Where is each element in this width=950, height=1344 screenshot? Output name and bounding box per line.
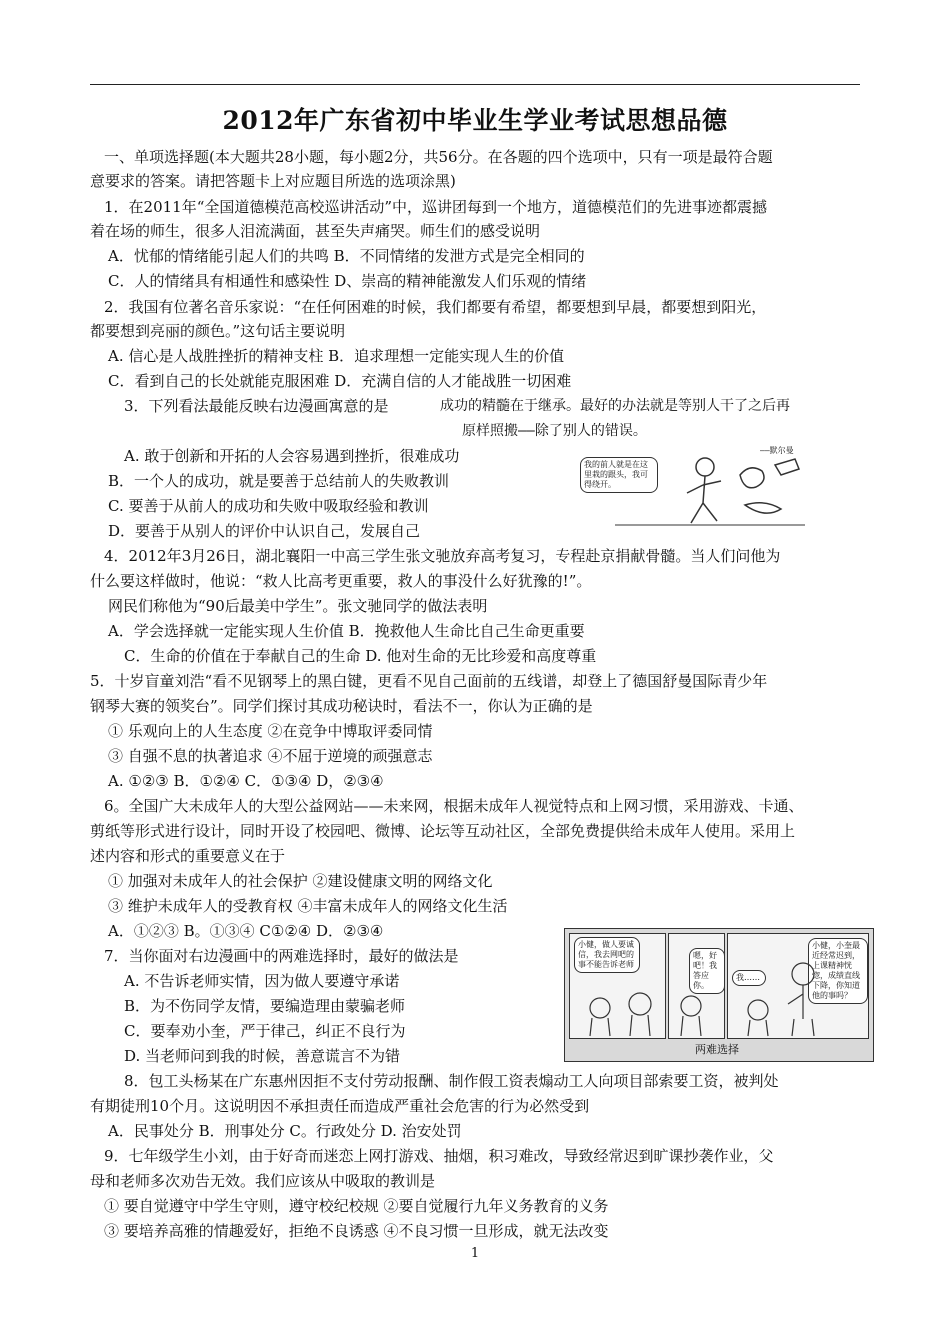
- question-7-option-a: A. 不告诉老师实情，因为做人要遵守承诺: [124, 972, 400, 990]
- comic-speech-bubble: 嗯，好吧！我答应你。: [689, 948, 725, 994]
- question-4-stem: 什么要这样做时，他说：“救人比高考更重要，救人的事没什么好犹豫的!”。: [90, 572, 592, 590]
- question-4-options: C．生命的价值在于奉献自己的生命 D. 他对生命的无比珍爱和高度尊重: [124, 647, 597, 665]
- question-4-stem: 网民们称他为“90后最美中学生”。张文驰同学的做法表明: [108, 597, 488, 615]
- question-5-items: ① 乐观向上的人生态度 ②在竞争中博取评委同情: [108, 722, 433, 740]
- question-7-comic: [564, 928, 874, 1062]
- question-2-stem: 都要想到亮丽的颜色。”这句话主要说明: [90, 322, 346, 340]
- question-3-option-d: D．要善于从别人的评价中认识自己，发展自己: [108, 522, 421, 540]
- intro-line: 意要求的答案。请把答题卡上对应题目所选的选项涂黑): [90, 172, 456, 190]
- question-9-items: ③ 要培养高雅的情趣爱好，拒绝不良诱惑 ④不良习惯一旦形成，就无法改变: [104, 1222, 609, 1240]
- question-3-option-c: C. 要善于从前人的成功和失败中吸取经验和教训: [108, 497, 429, 515]
- question-7-stem: 7．当你面对右边漫画中的两难选择时，最好的做法是: [104, 947, 459, 965]
- question-5-options: A. ①②③ B．①②④ C．①③④ D，②③④: [108, 772, 384, 790]
- question-4-stem: 4．2012年3月26日，湖北襄阳一中高三学生张文驰放弃高考复习，专程赴京捐献骨髓。当人们问他为: [104, 547, 781, 565]
- question-2-options: A. 信心是人战胜挫折的精神支柱 B．追求理想一定能实现人生的价值: [108, 347, 565, 365]
- question-6-stem: 剪纸等形式进行设计，同时开设了校园吧、微博、论坛等互动社区，全部免费提供给未成年人使用。采用上: [90, 822, 796, 840]
- comic-students-figure: [570, 934, 665, 1038]
- question-6-items: ① 加强对未成年人的社会保护 ②建设健康文明的网络文化: [108, 872, 493, 890]
- question-6-items: ③ 维护未成年人的受教育权 ④丰富未成年人的网络文化生活: [108, 897, 508, 915]
- question-2-stem: 2．我国有位著名音乐家说：“在任何困难的时候，我们都要有希望，都要想到早晨，都要想到阳光，: [104, 298, 767, 316]
- question-3-stem: 3．下列看法最能反映右边漫画寓意的是: [124, 397, 389, 415]
- question-2-options: C．看到自己的长处就能克服困难 D．充满自信的人才能战胜一切困难: [108, 372, 572, 390]
- comic-speech-bubble: 我的前人就是在这里栽的跟头，我可得绕开。: [580, 457, 658, 493]
- question-5-stem: 钢琴大赛的领奖台”。同学们探讨其成功秘诀时，看法不一，你认为正确的是: [90, 697, 593, 715]
- question-7-option-c: C．要奉劝小奎，严于律己，纠正不良行为: [124, 1022, 406, 1040]
- question-1-stem: 着在场的师生，很多人泪流满面，甚至失声痛哭。师生们的感受说明: [90, 222, 541, 240]
- comic-caption: 两难选择: [695, 1043, 739, 1056]
- question-3-option-b: B．一个人的成功，就是要善于总结前人的失败教训: [108, 472, 450, 490]
- question-4-options: A．学会选择就一定能实现人生价值 B．挽救他人生命比自己生命更重要: [108, 622, 585, 640]
- question-6-options: A．①②③ B。①③④ C①②④ D．②③④: [108, 922, 384, 940]
- comic-student-figure: [669, 934, 724, 1038]
- question-7-option-d: D. 当老师问到我的时候，善意谎言不为错: [124, 1047, 401, 1065]
- page-title: 2012年广东省初中毕业生学业考试思想品德: [222, 106, 728, 135]
- comic-panel-3: [727, 933, 869, 1039]
- question-8-stem: 有期徒刑10个月。这说明因不承担责任而造成严重社会危害的行为必然受到: [90, 1097, 590, 1115]
- question-3-option-a: A. 敢于创新和开拓的人会容易遇到挫折，很难成功: [124, 447, 460, 465]
- header-rule: [90, 84, 860, 85]
- question-1-options: C．人的情绪具有相通性和感染性 D、崇高的精神能激发人们乐观的情绪: [108, 272, 587, 290]
- question-3-quote: 原样照搬——除了别人的错误。: [462, 423, 647, 439]
- comic-author: ——默尔曼: [760, 446, 794, 455]
- comic-panel-2: [668, 933, 725, 1039]
- question-5-items: ③ 自强不息的执著追求 ④不屈于逆境的顽强意志: [108, 747, 433, 765]
- page-number: 1: [470, 1246, 480, 1261]
- question-9-stem: 母和老师多次劝告无效。我们应该从中吸取的教训是: [90, 1172, 436, 1190]
- question-9-items: ① 要自觉遵守中学生守则，遵守校纪校规 ②要自觉履行九年义务教育的义务: [104, 1197, 609, 1215]
- question-1-options: A．忧郁的情绪能引起人们的共鸣 B．不同情绪的发泄方式是完全相同的: [108, 247, 585, 265]
- comic-walking-figure: [575, 445, 825, 535]
- question-1-stem: 1．在2011年“全国道德模范高校巡讲活动”中，巡讲团每到一个地方，道德模范们的先进事迹都震撼: [104, 198, 768, 216]
- intro-line: 一、单项选择题(本大题共28小题，每小题2分，共56分。在各题的四个选项中，只有一项是最符合题: [104, 148, 773, 166]
- question-8-options: A．民事处分 B．刑事处分 C。行政处分 D. 治安处罚: [108, 1122, 462, 1140]
- question-6-stem: 6。全国广大未成年人的大型公益网站——未来网，根据未成年人视觉特点和上网习惯，采用游戏、卡通、: [104, 797, 804, 815]
- comic-panel-1: [569, 933, 666, 1039]
- question-3-comic: [575, 445, 825, 535]
- comic-teacher-figure: [728, 934, 868, 1038]
- question-9-stem: 9．七年级学生小刘，由于好奇而迷恋上网打游戏、抽烟，积习难改，导致经常迟到旷课抄袭作业，父: [104, 1147, 774, 1165]
- question-8-stem: 8．包工头杨某在广东惠州因拒不支付劳动报酬、制作假工资表煽动工人向项目部索要工资，被判处: [124, 1072, 779, 1090]
- comic-speech-bubble: 我……: [732, 970, 766, 986]
- comic-speech-bubble: 小健，小奎最近经常迟到，上课精神恍惚，成绩直线下降，你知道他的事吗？: [808, 938, 868, 1004]
- question-7-option-b: B．为不伤同学友情，要编造理由蒙骗老师: [124, 997, 406, 1015]
- question-6-stem: 述内容和形式的重要意义在于: [90, 847, 286, 865]
- question-3-quote: 成功的精髓在于继承。最好的办法就是等别人干了之后再: [440, 398, 790, 414]
- comic-speech-bubble: 小健，做人要诚信，我去网吧的事不能告诉老师: [574, 937, 640, 973]
- question-5-stem: 5．十岁盲童刘浩“看不见钢琴上的黑白键，更看不见自己面前的五线谱，却登上了德国舒曼国际青少年: [90, 672, 768, 690]
